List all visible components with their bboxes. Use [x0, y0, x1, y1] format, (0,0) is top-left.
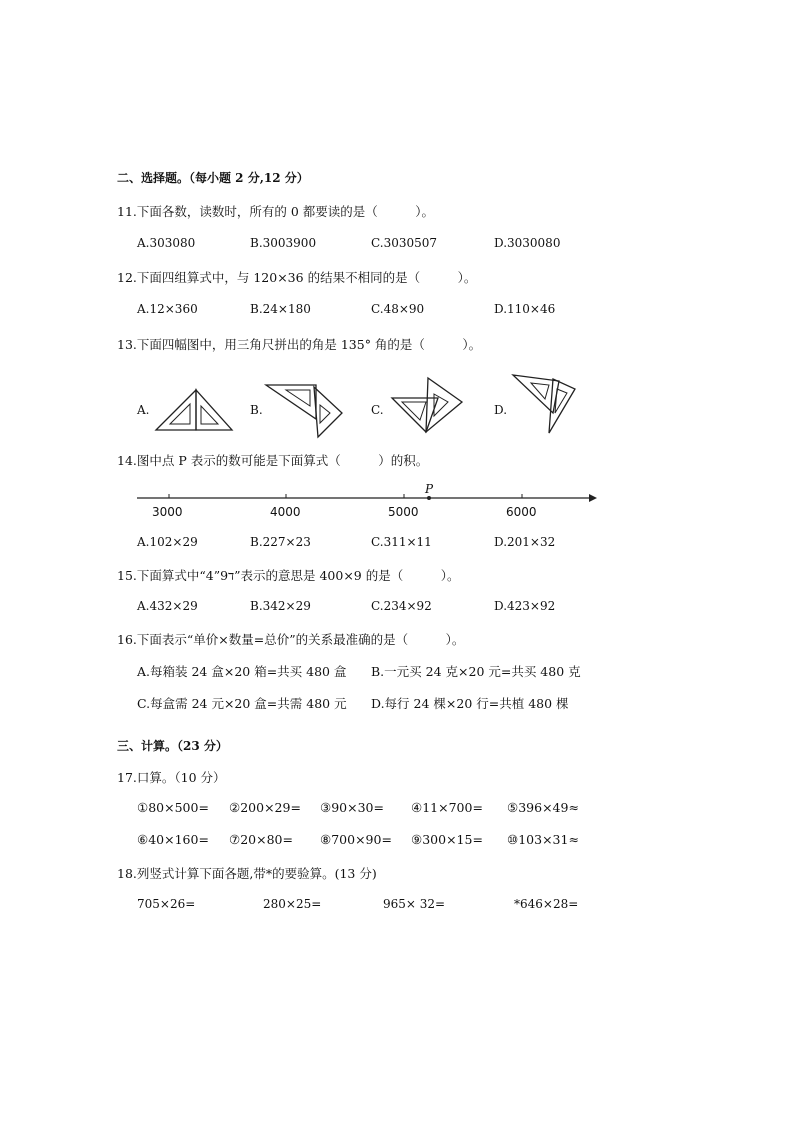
q15-text: 15.下面算式中“4”ד9”表示的意思是 400×9 的是（ ）。 — [117, 568, 460, 583]
q16-option-c[interactable]: C.每盒需 24 元×20 盒=共需 480 元 — [137, 696, 347, 711]
q18-text: 18.列竖式计算下面各题,带*的要验算。(13 分) — [117, 866, 377, 881]
q17-item-1: ①80×500= — [137, 800, 209, 815]
tick-label-5000: 5000 — [388, 505, 419, 519]
q12-option-c[interactable]: C.48×90 — [371, 302, 425, 316]
q13-option-d[interactable]: D. — [494, 403, 508, 417]
q13-figure-c[interactable] — [388, 374, 468, 436]
point-p-label: P — [425, 482, 434, 496]
q17-item-3: ③90×30= — [320, 800, 384, 815]
q13-text: 13.下面四幅图中，用三角尺拼出的角是 135° 角的是（ ）。 — [117, 337, 482, 352]
q12-option-b[interactable]: B.24×180 — [250, 302, 311, 316]
q18-item-4: *646×28= — [514, 897, 579, 911]
point-p — [427, 496, 431, 500]
q13-option-a[interactable]: A. — [137, 403, 150, 417]
q18-item-1: 705×26= — [137, 897, 196, 911]
q13-figure-d[interactable] — [511, 371, 591, 437]
section3-title: 三、计算。（23 分） — [117, 739, 228, 753]
q15-option-a[interactable]: A.432×29 — [137, 599, 198, 613]
q12-text: 12.下面四组算式中，与 120×36 的结果不相同的是（ ）。 — [117, 270, 477, 285]
q17-item-2: ②200×29= — [229, 800, 301, 815]
q11-option-c[interactable]: C.3030507 — [371, 236, 438, 250]
q14-option-b[interactable]: B.227×23 — [250, 535, 311, 549]
q11-text: 11.下面各数，读数时，所有的 0 都要读的是（ ）。 — [117, 204, 435, 219]
q14-text: 14.图中点 P 表示的数可能是下面算式（ ）的积。 — [117, 453, 429, 468]
section2-title: 二、选择题。（每小题 2 分,12 分） — [117, 171, 309, 185]
tick-label-3000: 3000 — [152, 505, 183, 519]
q18-item-3: 965× 32= — [383, 897, 446, 911]
q16-text: 16.下面表示“单价×数量=总价”的关系最准确的是（ ）。 — [117, 632, 465, 647]
q14-option-a[interactable]: A.102×29 — [137, 535, 198, 549]
q13-option-b[interactable]: B. — [250, 403, 263, 417]
tick-label-4000: 4000 — [270, 505, 301, 519]
q16-option-a[interactable]: A.每箱装 24 盒×20 箱=共买 480 盒 — [137, 664, 347, 679]
q11-option-d[interactable]: D.3030080 — [494, 236, 561, 250]
q14-option-d[interactable]: D.201×32 — [494, 535, 556, 549]
q17-item-6: ⑥40×160= — [137, 832, 209, 847]
q13-option-c[interactable]: C. — [371, 403, 384, 417]
q17-item-5: ⑤396×49≈ — [507, 800, 579, 815]
q17-item-9: ⑨300×15= — [411, 832, 483, 847]
q15-option-d[interactable]: D.423×92 — [494, 599, 556, 613]
q16-option-b[interactable]: B.一元买 24 克×20 元=共买 480 克 — [371, 664, 581, 679]
q17-item-7: ⑦20×80= — [229, 832, 293, 847]
q14-option-c[interactable]: C.311×11 — [371, 535, 432, 549]
q15-option-c[interactable]: C.234×92 — [371, 599, 432, 613]
q17-item-10: ⑩103×31≈ — [507, 832, 579, 847]
q17-item-8: ⑧700×90= — [320, 832, 392, 847]
q15-option-b[interactable]: B.342×29 — [250, 599, 311, 613]
q12-option-d[interactable]: D.110×46 — [494, 302, 556, 316]
q11-option-b[interactable]: B.3003900 — [250, 236, 317, 250]
q13-figure-b[interactable] — [264, 381, 348, 441]
q13-figure-a[interactable] — [156, 384, 236, 434]
q17-text: 17.口算。（10 分） — [117, 770, 226, 785]
q11-option-a[interactable]: A.303080 — [137, 236, 196, 250]
q17-item-4: ④11×700= — [411, 800, 483, 815]
tick-label-6000: 6000 — [506, 505, 537, 519]
q16-option-d[interactable]: D.每行 24 棵×20 行=共植 480 棵 — [371, 696, 569, 711]
q12-option-a[interactable]: A.12×360 — [137, 302, 198, 316]
q18-item-2: 280×25= — [263, 897, 322, 911]
